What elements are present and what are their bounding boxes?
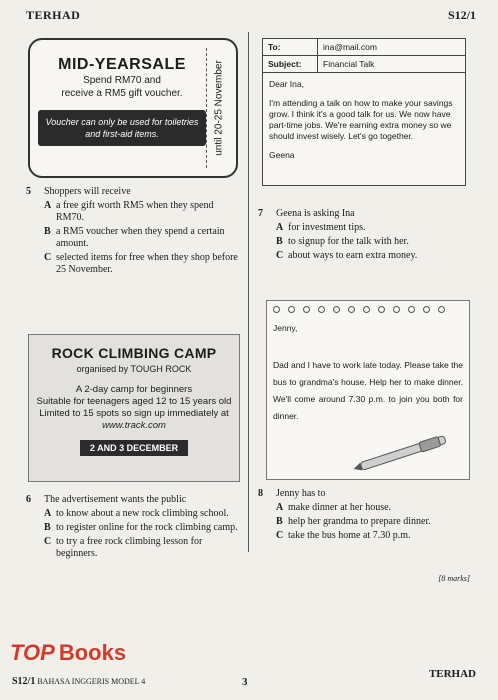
option-b bbox=[276, 516, 472, 528]
option-c bbox=[44, 536, 240, 560]
email-subject-row bbox=[263, 56, 465, 73]
option-a bbox=[44, 200, 240, 224]
question-8 bbox=[258, 488, 472, 542]
marks-label: [8 marks] bbox=[438, 574, 470, 583]
sale-note: Voucher can only be used for toiletries and first-aid items. bbox=[38, 110, 206, 146]
option-text: help her grandma to prepare dinner. bbox=[288, 516, 431, 527]
page-number: 3 bbox=[242, 676, 248, 688]
email-to-label: To: bbox=[268, 42, 281, 52]
sale-title: MID-YEARSALE bbox=[58, 56, 186, 73]
logo-top: TOP bbox=[10, 640, 55, 665]
option-a bbox=[44, 508, 240, 520]
option-text: to know about a new rock climbing school. bbox=[56, 508, 229, 519]
ring-hole-icon bbox=[363, 306, 370, 313]
sale-date-strip bbox=[206, 48, 230, 168]
question-number: 8 bbox=[258, 488, 263, 499]
option-letter: B bbox=[44, 522, 51, 533]
footer-terhad: TERHAD bbox=[428, 668, 476, 680]
option-b bbox=[44, 522, 240, 534]
option-letter: A bbox=[276, 502, 284, 513]
question-7 bbox=[258, 208, 472, 262]
question-5 bbox=[26, 186, 240, 276]
option-a bbox=[276, 502, 472, 514]
rock-website: www.track.com bbox=[102, 420, 166, 431]
option-text: a free gift worth RM5 when they spend RM70. bbox=[56, 200, 214, 223]
question-6 bbox=[26, 494, 240, 560]
note-paper bbox=[266, 300, 470, 480]
option-letter: C bbox=[276, 530, 284, 541]
rock-date-badge: 2 AND 3 DECEMBER bbox=[80, 440, 188, 456]
email-text: I'm attending a talk on how to make your savings grow. I think it's a good talk for us. We now have part-time jobs. We're earning extra money so we should invest wisely. Let's go together. bbox=[269, 98, 453, 141]
ring-hole-icon bbox=[378, 306, 385, 313]
header-terhad: TERHAD bbox=[26, 8, 81, 22]
pen-icon bbox=[351, 431, 461, 473]
ring-hole-icon bbox=[393, 306, 400, 313]
rock-line-3: Limited to 15 spots so sign up immediately at bbox=[39, 408, 229, 419]
option-text: to signup for the talk with her. bbox=[288, 236, 409, 247]
question-stem: Shoppers will receive bbox=[44, 186, 131, 197]
email-body bbox=[263, 73, 465, 175]
question-number: 7 bbox=[258, 208, 263, 219]
option-text: for investment tips. bbox=[288, 222, 366, 233]
option-text: to register online for the rock climbing camp. bbox=[56, 522, 238, 533]
option-letter: B bbox=[44, 226, 51, 237]
option-letter: A bbox=[44, 200, 52, 211]
column-divider bbox=[248, 32, 249, 552]
ring-hole-icon bbox=[348, 306, 355, 313]
email-to-value: ina@mail.com bbox=[317, 39, 465, 55]
sale-content bbox=[38, 48, 206, 146]
question-stem: Jenny has to bbox=[276, 488, 326, 499]
footer-code: S12/1 bbox=[12, 676, 36, 687]
option-letter: B bbox=[276, 236, 283, 247]
ring-hole-icon bbox=[273, 306, 280, 313]
note-text: Dad and I have to work late today. Please take the bus to grandma's house. Help her to make dinner. We'll come around 7.30 p.m. to join you both for dinner. bbox=[273, 360, 463, 421]
rock-title: ROCK CLIMBING CAMP bbox=[51, 345, 217, 361]
sale-coupon bbox=[28, 38, 238, 178]
topbooks-logo bbox=[10, 640, 126, 666]
email-subject-label: Subject: bbox=[268, 59, 302, 69]
rock-line-2: Suitable for teenagers aged 12 to 15 years old bbox=[36, 396, 232, 407]
logo-books: Books bbox=[58, 640, 127, 665]
sale-date: until 20-25 November bbox=[213, 60, 224, 156]
email-message bbox=[262, 38, 466, 186]
option-text: a RM5 voucher when they spend a certain amount. bbox=[56, 226, 225, 249]
ring-hole-icon bbox=[288, 306, 295, 313]
option-text: about ways to earn extra money. bbox=[288, 250, 418, 261]
option-c bbox=[276, 530, 472, 542]
ring-hole-icon bbox=[408, 306, 415, 313]
option-b bbox=[44, 226, 240, 250]
sale-line-1: Spend RM70 and bbox=[83, 75, 161, 86]
option-c bbox=[276, 250, 472, 262]
option-text: to try a free rock climbing lesson for beginners. bbox=[56, 536, 203, 559]
option-letter: A bbox=[276, 222, 284, 233]
option-letter: A bbox=[44, 508, 52, 519]
email-greeting: Dear Ina, bbox=[269, 79, 304, 89]
header-code: S12/1 bbox=[447, 8, 476, 22]
option-letter: C bbox=[276, 250, 284, 261]
option-letter: C bbox=[44, 536, 52, 547]
ring-hole-icon bbox=[303, 306, 310, 313]
rock-line-1: A 2-day camp for beginners bbox=[75, 384, 193, 395]
note-greeting: Jenny, bbox=[273, 323, 298, 333]
rock-organiser: organised by TOUGH ROCK bbox=[76, 364, 192, 374]
email-signature: Geena bbox=[269, 150, 295, 160]
option-a bbox=[276, 222, 472, 234]
ring-hole-icon bbox=[423, 306, 430, 313]
option-text: take the bus home at 7.30 p.m. bbox=[288, 530, 411, 541]
option-letter: B bbox=[276, 516, 283, 527]
ring-hole-icon bbox=[438, 306, 445, 313]
footer-subject: BAHASA INGGERIS MODEL 4 bbox=[37, 677, 146, 686]
email-to-row bbox=[263, 39, 465, 56]
rock-climbing-ad bbox=[28, 334, 240, 482]
option-text: make dinner at her house. bbox=[288, 502, 392, 513]
option-letter: C bbox=[44, 252, 52, 263]
footer-left bbox=[12, 676, 145, 687]
sale-line-2: receive a RM5 gift voucher. bbox=[61, 88, 183, 99]
option-c bbox=[44, 252, 240, 276]
note-rings bbox=[273, 306, 445, 313]
option-text: selected items for free when they shop before 25 November. bbox=[56, 252, 238, 275]
rock-details bbox=[29, 384, 239, 432]
question-number: 6 bbox=[26, 494, 31, 505]
ring-hole-icon bbox=[318, 306, 325, 313]
option-b bbox=[276, 236, 472, 248]
question-stem: Geena is asking Ina bbox=[276, 208, 355, 219]
email-subject-value: Financial Talk bbox=[317, 56, 465, 72]
question-number: 5 bbox=[26, 186, 31, 197]
ring-hole-icon bbox=[333, 306, 340, 313]
question-stem: The advertisement wants the public bbox=[44, 494, 187, 505]
